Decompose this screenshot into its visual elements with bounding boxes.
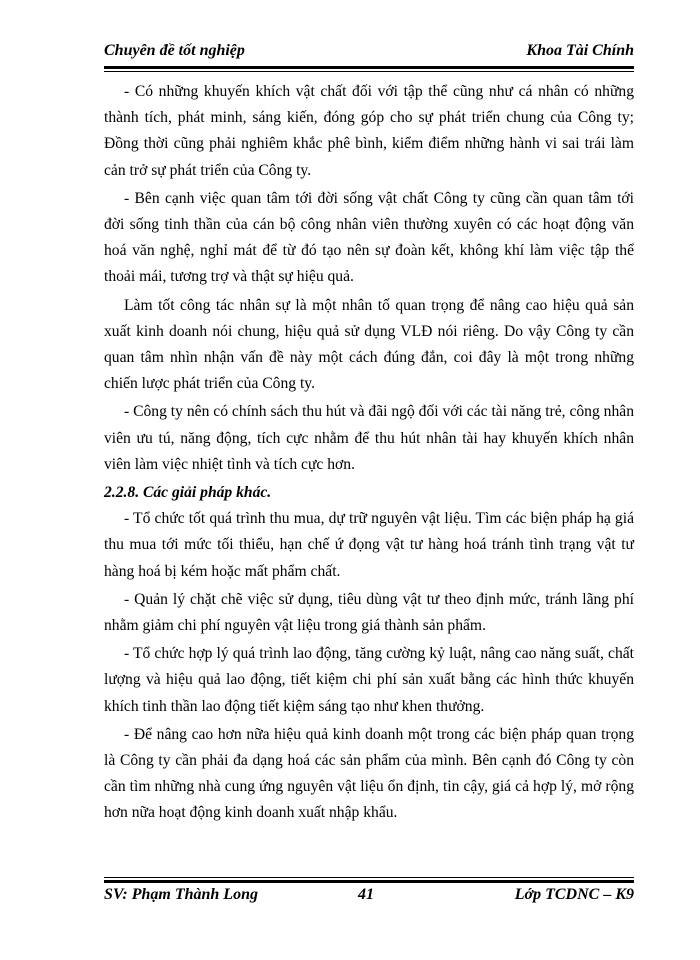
footer-rule-thin xyxy=(104,877,634,878)
paragraph-labor: - Tổ chức hợp lý quá trình lao động, tăng cường kỷ luật, nâng cao năng suất, chất lượng và hiệu quả lao động, tiết kiệm chi phí sản xuất bằng các hình thức khuyến khích tinh thần lao động tiết kiệm sáng tạo như khen thưởng. xyxy=(104,645,634,715)
paragraph-material-usage: - Quản lý chặt chẽ việc sử dụng, tiêu dùng vật tư theo định mức, tránh lãng phí nhằm giảm chi phí nguyên vật liệu trong giá thành sản phẩm. xyxy=(104,590,634,635)
paragraph-incentives: - Có những khuyến khích vật chất đối với tập thể cũng như cá nhân có những thành tích, phát minh, sáng kiến, đóng góp cho sự phát triển chung của Công ty; Đồng thời cũng phải nghiêm khắc phê bình, kiểm điểm những hành vi sai trái làm cản trở sự phát triển của Công ty. xyxy=(104,83,634,179)
paragraph-talent-policy: - Công ty nên có chính sách thu hút và đãi ngộ đối với các tài năng trẻ, công nhân viên ưu tú, năng động, tích cực nhằm để thu hút nhân tài hay khuyến khích nhân viên làm việc nhiệt tình và tích cực hơn. xyxy=(104,403,634,473)
page-footer xyxy=(104,884,634,908)
footer-rule xyxy=(104,877,634,883)
footer-rule-thick xyxy=(104,880,634,883)
header-title: Chuyên đề tốt nghiệp xyxy=(104,42,245,59)
header-rule-thick xyxy=(104,66,634,69)
footer-class: Lớp TCDNC – K9 xyxy=(514,886,634,903)
page-body xyxy=(104,79,634,829)
paragraph-personnel: Làm tốt công tác nhân sự là một nhân tố quan trọng để nâng cao hiệu quả sản xuất kinh doanh nói chung, hiệu quả sử dụng VLĐ nói riêng. Do vậy Công ty cần quan tâm nhìn nhận vấn đề này một cách đúng đắn, coi đây là một trong những chiến lược phát triển của Công ty. xyxy=(104,296,634,393)
header-faculty: Khoa Tài Chính xyxy=(526,42,634,59)
page-header xyxy=(104,40,634,64)
paragraph-spiritual-life: - Bên cạnh việc quan tâm tới đời sống vật chất Công ty cũng cần quan tâm tới đời sống tinh thần của cán bộ công nhân viên thường xuyên có các hoạt động văn hoá văn nghệ, nghỉ mát để từ đó tạo nên sự đoàn kết, không khí làm việc tập thể thoải mái, tương trợ và thật sự hiệu quả. xyxy=(104,189,634,286)
page-number: 41 xyxy=(358,886,374,903)
header-rule xyxy=(104,66,634,72)
paragraph-purchasing: - Tổ chức tốt quá trình thu mua, dự trữ nguyên vật liệu. Tìm các biện pháp hạ giá thu mua tới mức tối thiểu, hạn chế ứ đọng vật tư hàng hoá tránh tình trạng vật tư hàng hoá bị kém hoặc mất phẩm chất. xyxy=(104,510,634,580)
section-heading: 2.2.8. Các giải pháp khác. xyxy=(104,484,272,502)
footer-student: SV: Phạm Thành Long xyxy=(104,886,258,903)
header-rule-thin xyxy=(104,71,634,72)
paragraph-diversification: - Để nâng cao hơn nữa hiệu quả kinh doanh một trong các biện pháp quan trọng là Công ty cần phải đa dạng hoá các sản phẩm của mình. Bên cạnh đó Công ty còn cần tìm những nhà cung ứng nguyên vật liệu ổn định, tin cậy, giá cả hợp lý, mở rộng hơn nữa hoạt động kinh doanh xuất nhập khẩu. xyxy=(104,725,634,822)
